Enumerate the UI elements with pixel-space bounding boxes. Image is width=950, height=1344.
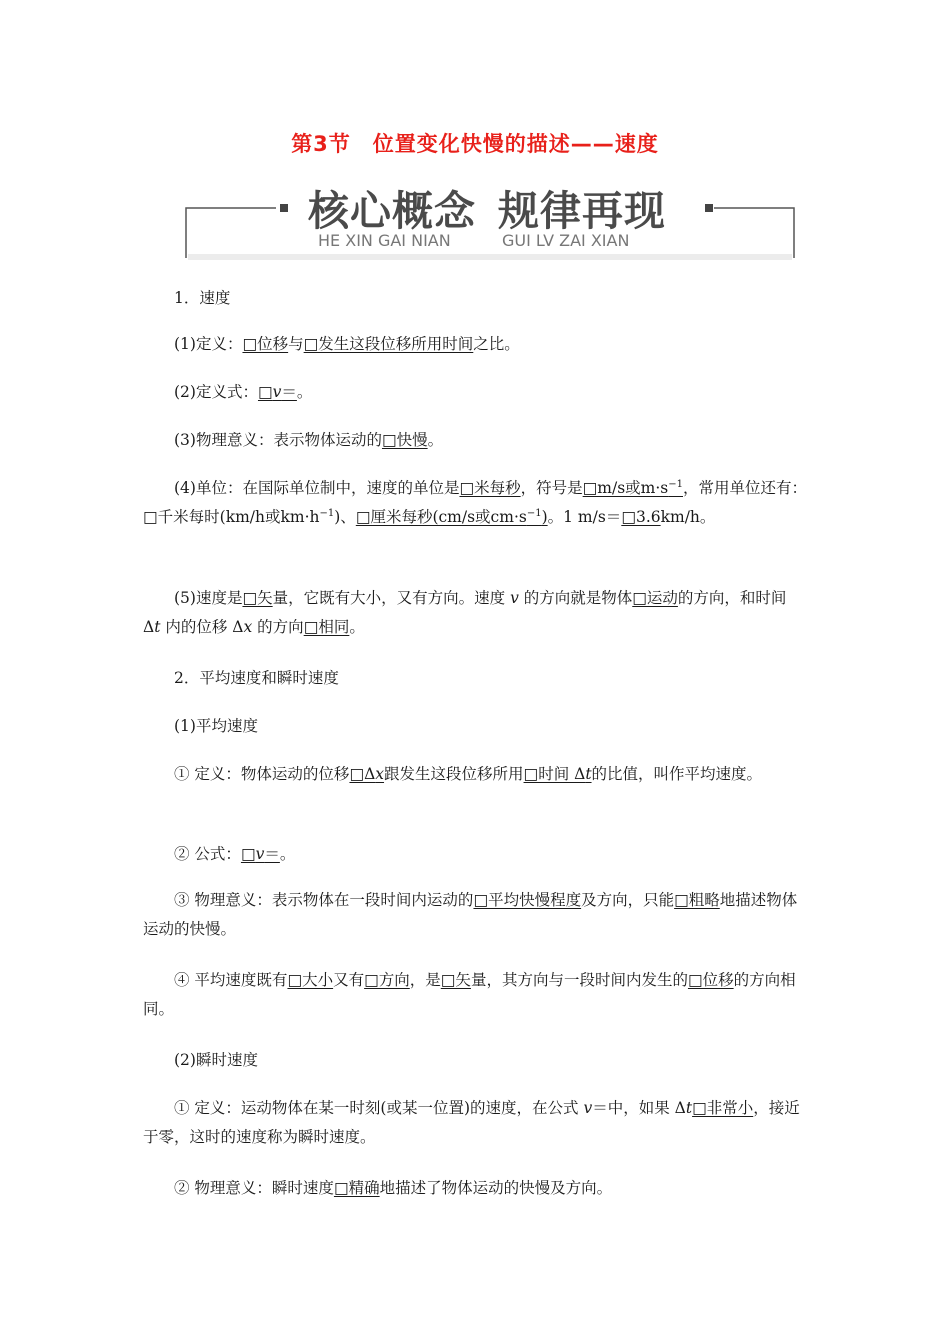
speed-meaning: (3)物理意义：表示物体运动的□快慢。 [174, 431, 444, 449]
speed-vector: (5)速度是□矢量，它既有大小，又有方向。速度 v 的方向就是物体□运动的方向，和时间 Δt 内的位移 Δx 的方向□相同。 [143, 589, 787, 636]
average-speed-meaning: ③ 物理意义：表示物体在一段时间内运动的□平均快慢程度及方向，只能□粗略地描述物体运动的快慢。 [143, 891, 798, 938]
banner-pinyin-left: HE XIN GAI NIAN [318, 231, 451, 250]
average-speed-vector: ④ 平均速度既有□大小又有□方向，是□矢量，其方向与一段时间内发生的□位移的方向相同。 [143, 971, 796, 1018]
subheading-instant-speed: (2)瞬时速度 [174, 1051, 258, 1069]
instant-speed-definition: ① 定义：运动物体在某一时刻(或某一位置)的速度，在公式 v＝中，如果 Δt□非常小，接近于零，这时的速度称为瞬时速度。 [143, 1099, 800, 1146]
speed-unit: (4)单位：在国际单位制中，速度的单位是□米每秒，符号是□m/s或$m\cdot s^{-1}$，常用单位还有：□千米每时(km/h或$km\cdot h^{-1}$)、□厘米每秒(cm/s或$cm\cdot s^{-1}$)。1 m/s＝□3.6km/h。 [143, 478, 808, 526]
section-heading-average-instant: 2．平均速度和瞬时速度 [174, 669, 339, 687]
average-speed-formula: ② 公式：□v＝。 [174, 845, 296, 863]
banner-heading: 核心概念 规律再现 [308, 187, 666, 235]
section-heading-speed: 1．速度 [174, 289, 231, 307]
banner-pinyin-right: GUI LV ZAI XIAN [502, 231, 630, 250]
instant-speed-meaning: ② 物理意义：瞬时速度□精确地描述了物体运动的快慢及方向。 [174, 1179, 613, 1197]
speed-definition: (1)定义：□位移与□发生这段位移所用时间之比。 [174, 335, 520, 353]
average-speed-definition: ① 定义：物体运动的位移□Δx跟发生这段位移所用□时间 Δt的比值，叫作平均速度。 [174, 765, 763, 783]
speed-formula: (2)定义式：□v＝。 [174, 383, 313, 401]
subheading-average-speed: (1)平均速度 [174, 717, 258, 735]
page-title: 第3节 位置变化快慢的描述——速度 [291, 132, 659, 156]
